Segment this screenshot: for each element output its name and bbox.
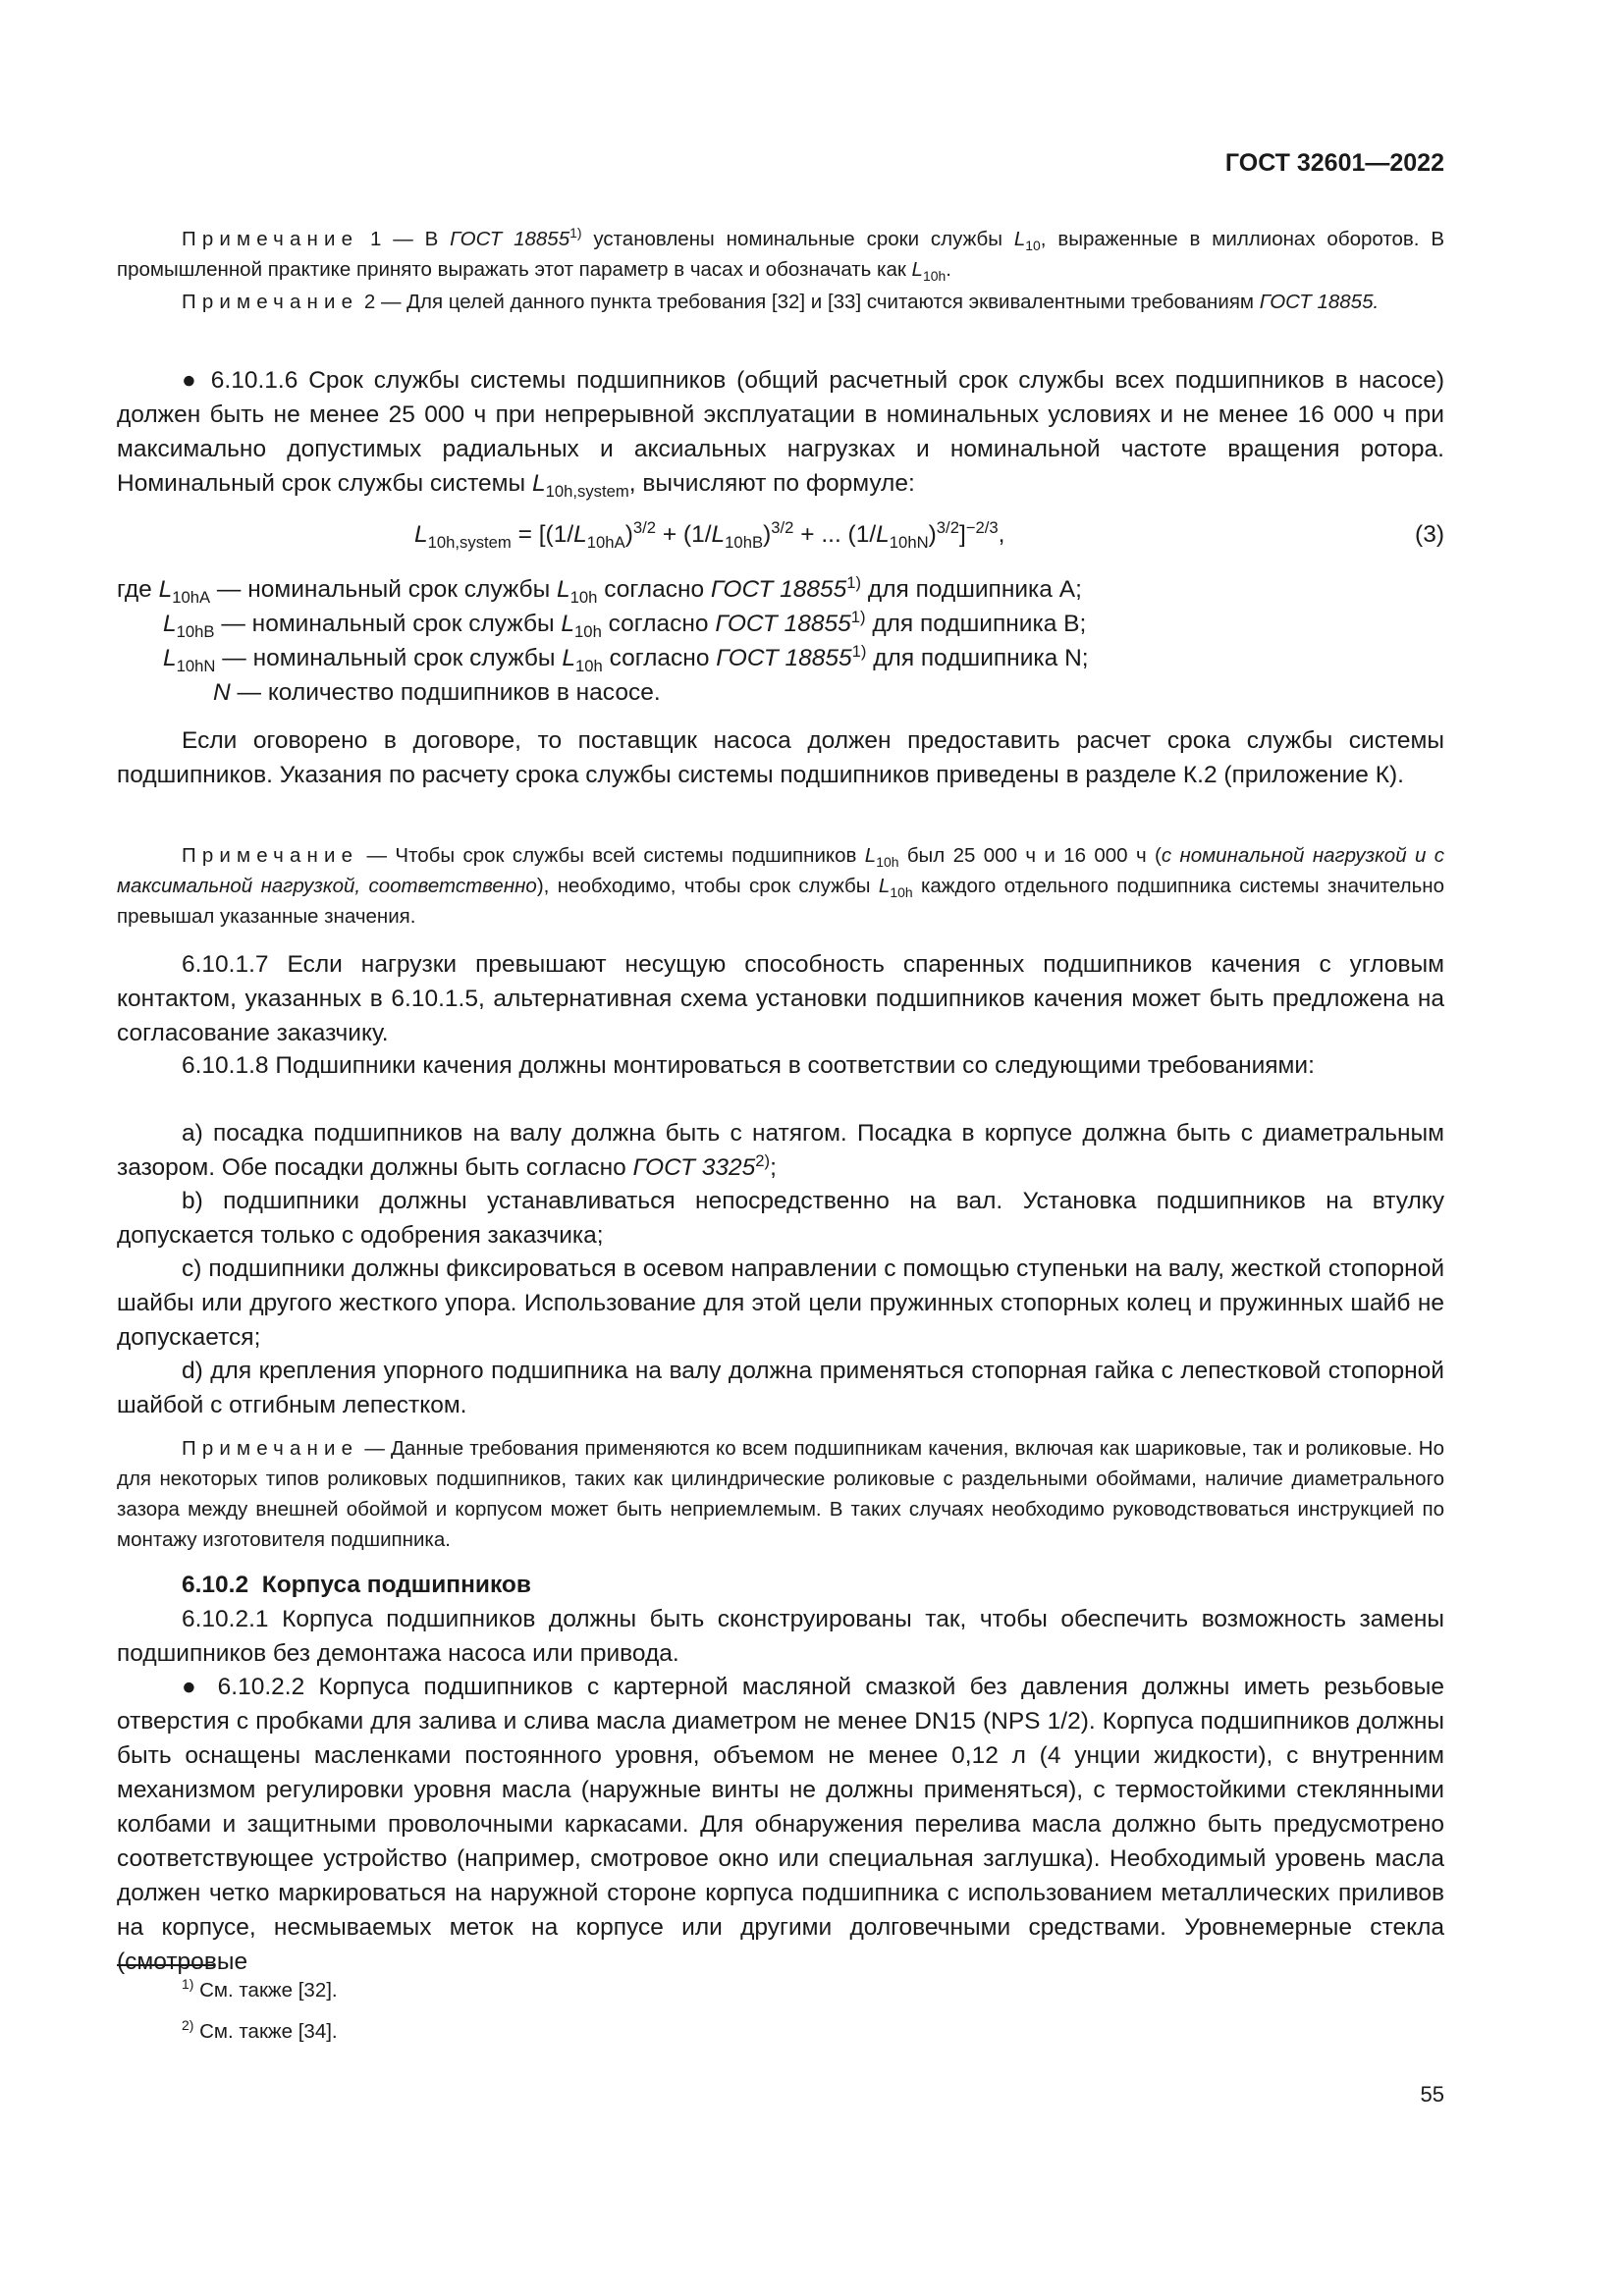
footnote-1: $^{1)}$ См. также [32]. (182, 1976, 338, 2002)
list-item-d: d) для крепления упорного подшипника на валу должна применяться стопорная гайка с лепестковой стопорной шайбой с отгибным лепестком. (117, 1358, 1444, 1418)
list-item-c: c) подшипники должны фиксироваться в осевом направлении с помощью ступеньки на валу, жесткой стопорной шайбы или другого жесткого упора. Использование для этой цели пружинных стопорных колец и пружинных шайб не допускается; (117, 1255, 1444, 1351)
definition-row: где $L_{10hA}$ — номинальный срок службы $L_{10h}$ согласно ГОСТ 18855$^{1)}$ для подшипника А; (117, 572, 1082, 607)
page-number: 55 (1420, 2082, 1444, 2107)
footnote-separator (117, 1964, 215, 1966)
list-item-b: b) подшипники должны устанавливаться непосредственно на вал. Установка подшипников на втулку допускается только с одобрения заказчика; (117, 1188, 1444, 1249)
standard-ref: ГОСТ 18855 (450, 228, 570, 250)
clause-6-10-2-1: 6.10.2.1 Корпуса подшипников должны быть сконструированы так, чтобы обеспечить возможность замены подшипников без демонтажа насоса или привода. (117, 1606, 1444, 1667)
standard-ref: ГОСТ 3325 (632, 1154, 756, 1181)
note-3: Примечание — Чтобы срок службы всей системы подшипников $L_{10h}$ был 25 000 ч и 16 000 ч (с номинальной нагрузкой и с максимальной нагрузкой, соответственно), необходимо, чтобы срок службы $L_{10h}$ каждого отдельного подшипника системы значительно превышал указанные значения. (117, 844, 1445, 928)
definition-row: N — количество подшипников в насосе. (213, 679, 661, 706)
clause-6-10-2-2: ● 6.10.2.2 Корпуса подшипников с картерной масляной смазкой без давления должны иметь резьбовые отверстия с пробками для залива и слива масла диаметром не менее DN15 (NPS 1/2). Корпуса подшипников должны быть оснащены масленками постоянного уровня, объемом не менее 0,12 л (4 унции жидкости), с внутренним механизмом регулировки уровня масла (наружные винты не должны применяться), с термостойкими стеклянными колбами и защитными проволочными каркасами. Для обнаружения перелива масла должно быть предусмотрено соответствующее устройство (например, смотровое окно или специальная заглушка). Необходимый уровень масла должен четко маркироваться на наружной стороне корпуса подшипника с использованием металлических приливов на корпусе, несмываемых меток на корпусе или другими долговечными средствами. Уровнемерные стекла (смотровые (117, 1674, 1444, 1975)
note-label: Примечание (182, 1437, 359, 1460)
note-label: Примечание (182, 291, 359, 313)
section-number: 6.10.2 (182, 1572, 249, 1598)
standard-ref: ГОСТ 18855. (1259, 291, 1380, 313)
footnote-2: $^{2)}$ См. также [34]. (182, 2017, 338, 2043)
footnote-ref: 1) (569, 225, 582, 241)
note-1: Примечание 1 — В ГОСТ 18855$^{1)}$ установлены номинальные сроки службы $L_{10}$, выраженные в миллионах оборотов. В промышленной практике принято выражать этот параметр в часах и обозначать как $L_{10h}$. (117, 225, 1445, 285)
paragraph-contract: Если оговорено в договоре, то поставщик насоса должен предоставить расчет срока службы системы подшипников. Указания по расчету срока службы системы подшипников приведены в разделе К.2 (приложение К). (117, 727, 1444, 788)
bullet-icon: ● (182, 1674, 204, 1700)
document-code: ГОСТ 32601—2022 (1224, 149, 1444, 177)
clause-6-10-1-8: 6.10.1.8 Подшипники качения должны монтироваться в соответствии со следующими требованиями: (182, 1052, 1315, 1079)
formula-number: (3) (1415, 521, 1444, 548)
list-item-a: a) посадка подшипников на валу должна быть с натягом. Посадка в корпусе должна быть с диаметральным зазором. Обе посадки должны быть согласно ГОСТ 3325$^{2)}$; (117, 1120, 1444, 1181)
note-label: Примечание (182, 228, 359, 250)
note-label: Примечание (182, 844, 359, 867)
formula-expression: $L_{10h,system} = [(1/L_{10hA})^{3/2} + (1/L_{10hB})^{3/2}$ + ... $(1/L_{10hN})^{3/2}]^{-2/3}$, (414, 517, 1005, 552)
clause-6-10-1-7: 6.10.1.7 Если нагрузки превышают несущую способность спаренных подшипников качения с угловым контактом, указанных в 6.10.1.5, альтернативная схема установки подшипников качения может быть предложена на согласование заказчику. (117, 951, 1444, 1046)
definition-row: $L_{10hB}$ — номинальный срок службы $L_{10h}$ согласно ГОСТ 18855$^{1)}$ для подшипника В; (163, 607, 1087, 641)
bullet-icon: ● (182, 367, 200, 394)
note-4: Примечание — Данные требования применяются ко всем подшипникам качения, включая как шариковые, так и роликовые. Но для некоторых типов роликовых подшипников, таких как цилиндрические роликовые с раздельными обоймами, наличие диаметрального зазора между внешней обоймой и корпусом может быть неприемлемым. В таких случаях необходимо руководствоваться инструкцией по монтажу изготовителя подшипника. (117, 1437, 1444, 1551)
formula-definitions (117, 572, 1089, 710)
clause-6-10-1-6: ● 6.10.1.6 Срок службы системы подшипников (общий расчетный срок службы всех подшипников в насосе) должен быть не менее 25 000 ч при непрерывной эксплуатации в номинальных условиях и не менее 16 000 ч при максимально допустимых радиальных и аксиальных нагрузках и номинальной частоте вращения ротора. Номинальный срок службы системы $L_{10h,system}$, вычисляют по формуле: (117, 367, 1444, 501)
definition-row: $L_{10hN}$ — номинальный срок службы $L_{10h}$ согласно ГОСТ 18855$^{1)}$ для подшипника N; (163, 641, 1089, 675)
note-2: Примечание 2 — Для целей данного пункта требования [32] и [33] считаются эквивалентными требованиям ГОСТ 18855. (182, 291, 1380, 313)
footnote-ref: 2) (755, 1150, 771, 1170)
section-title: Корпуса подшипников (261, 1572, 531, 1598)
section-heading (117, 1568, 1444, 1602)
